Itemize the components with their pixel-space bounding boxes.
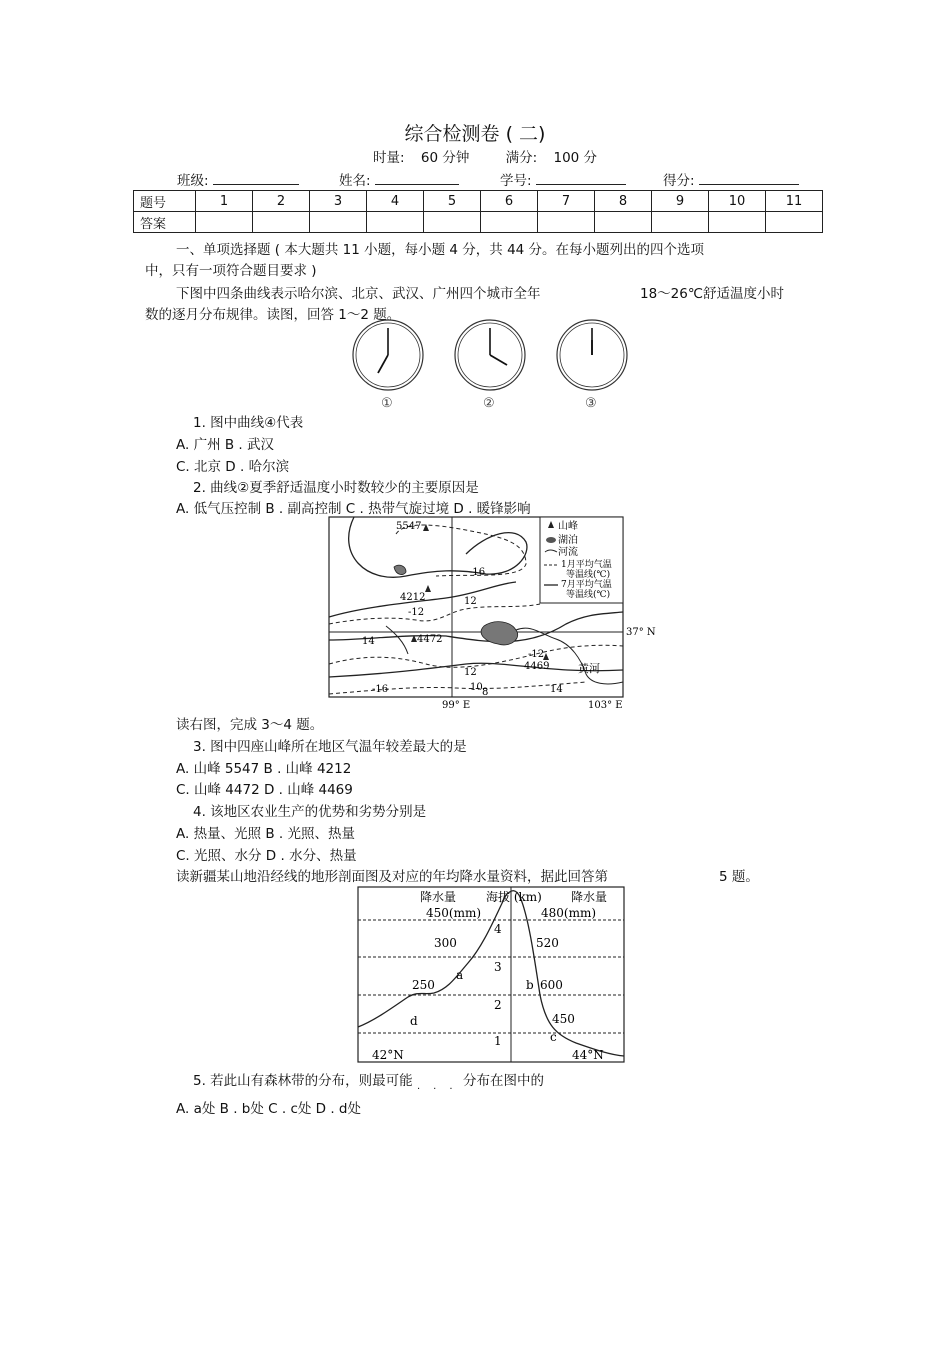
longitude-right: 103° E	[588, 700, 623, 710]
clock-1	[353, 320, 423, 411]
time-value: 60 分钟	[420, 150, 470, 166]
q4-options-line1: A. 热量、光照 B . 光照、热量	[176, 826, 356, 842]
intro1-line1b: 18～26℃舒适温度小时	[640, 286, 785, 302]
number-blank[interactable]	[536, 172, 626, 185]
right-top-value: 480(mm)	[541, 906, 597, 920]
peak-4469: 4469	[524, 661, 550, 672]
section-heading-line1: 一、单项选择题 ( 本大题共 11 小题，每小题 4 分，共 44 分。在每小题列出的四个选项	[176, 242, 705, 258]
clock-label-3: ③	[585, 396, 597, 411]
altitude-1: 1	[494, 1034, 502, 1048]
legend-jul: 7月平均气温	[561, 580, 612, 590]
point-a: a	[456, 968, 464, 982]
class-blank[interactable]	[213, 172, 299, 185]
answer-cell[interactable]	[310, 212, 367, 233]
intro1-line1a: 下图中四条曲线表示哈尔滨、北京、武汉、广州四个城市全年	[176, 286, 541, 302]
row-header-number: 题号	[134, 191, 196, 212]
isotherm-label: 14	[550, 684, 563, 695]
answer-cell[interactable]	[709, 212, 766, 233]
q2-stem: 2. 曲线②夏季舒适温度小时数较少的主要原因是	[193, 480, 479, 496]
isotherm-label: 12	[464, 667, 477, 678]
answer-cell[interactable]	[652, 212, 709, 233]
q3-options-line2: C. 山峰 4472 D . 山峰 4469	[176, 782, 353, 798]
table-row-numbers	[134, 191, 823, 212]
clocks-figure	[345, 318, 635, 413]
point-d: d	[410, 1014, 418, 1028]
q5-stem-a: 5. 若此山有森林带的分布，则最可能	[193, 1073, 413, 1089]
q4-stem: 4. 该地区农业生产的优势和劣势分别是	[193, 804, 427, 820]
question-number-cell: 9	[652, 191, 709, 212]
right-value: 520	[536, 936, 559, 950]
altitude-3: 3	[494, 960, 502, 974]
isotherm-label: -16	[469, 567, 486, 578]
header-right: 降水量	[571, 890, 608, 904]
question-number-cell: 10	[709, 191, 766, 212]
class-label: 班级:	[177, 173, 209, 189]
q1-options-line2: C. 北京 D . 哈尔滨	[176, 459, 290, 475]
q3-options-line1: A. 山峰 5547 B . 山峰 4212	[176, 761, 352, 777]
isotherm-label: 14	[362, 636, 375, 647]
answer-cell[interactable]	[367, 212, 424, 233]
latitude-label: 37° N	[626, 627, 656, 638]
isotherm-label: -12	[528, 649, 545, 660]
number-label: 学号:	[500, 173, 532, 189]
class-field[interactable]	[177, 169, 299, 189]
question-number-cell: 8	[595, 191, 652, 212]
q3-stem: 3. 图中四座山峰所在地区气温年较差最大的是	[193, 739, 467, 755]
intro3-text: 读新疆某山地沿经线的地形剖面图及对应的年均降水量资料，据此回答第	[176, 869, 608, 885]
right-value: 600	[540, 978, 563, 992]
answer-cell[interactable]	[766, 212, 823, 233]
clock-label-1: ①	[381, 396, 393, 411]
question-number-cell: 4	[367, 191, 424, 212]
answer-cell[interactable]	[481, 212, 538, 233]
emphasis-dots: · · ·	[417, 1084, 459, 1095]
header-mid: 海拔 (km)	[486, 890, 542, 904]
isotherm-label: -12	[408, 607, 425, 618]
q4-options-line2: C. 光照、水分 D . 水分、热量	[176, 848, 357, 864]
isotherm-map	[326, 514, 656, 710]
legend-jan: 1月平均气温	[561, 560, 612, 570]
intro2: 读右图，完成 3～4 题。	[176, 717, 324, 733]
left-top-value: 450(mm)	[426, 906, 482, 920]
altitude-4: 4	[494, 922, 502, 936]
terrain-profile	[356, 885, 626, 1067]
q5-options: A. a处 B . b处 C . c处 D . d处	[176, 1101, 361, 1117]
river-label: 黄河	[578, 662, 600, 675]
peak-5547: 5547	[396, 521, 422, 532]
isotherm-label: -16	[372, 684, 389, 695]
legend-peak: 山峰	[558, 521, 578, 532]
q1-stem: 1. 图中曲线④代表	[193, 415, 304, 431]
lake-legend-icon	[546, 537, 556, 543]
page-title: 综合检测卷 ( 二)	[404, 123, 546, 145]
question-number-cell: 6	[481, 191, 538, 212]
answer-cell[interactable]	[595, 212, 652, 233]
time-label: 时量:	[373, 150, 405, 166]
question-number-cell: 11	[766, 191, 823, 212]
left-value: 250	[412, 978, 435, 992]
score-label-field: 得分:	[663, 173, 695, 189]
answer-cell[interactable]	[196, 212, 253, 233]
name-field[interactable]	[339, 169, 459, 189]
section-heading-line2: 中，只有一项符合题目要求 )	[145, 263, 317, 279]
score-blank[interactable]	[699, 172, 799, 185]
legend-lake: 湖泊	[558, 535, 578, 546]
right-value: 450	[552, 1012, 575, 1026]
isotherm-label: 12	[464, 596, 477, 607]
score-field[interactable]	[663, 169, 799, 189]
score-label: 满分:	[505, 150, 538, 166]
isotherm-label: 10	[470, 682, 483, 693]
legend-river: 河流	[558, 547, 578, 558]
header-left: 降水量	[420, 890, 457, 904]
clock-3	[557, 320, 627, 411]
answer-cell[interactable]	[538, 212, 595, 233]
lat-left: 42°N	[372, 1048, 404, 1062]
question-number-cell: 3	[310, 191, 367, 212]
intro3-tail: 5 题。	[719, 869, 759, 885]
peak-4472: 4472	[417, 634, 443, 645]
clock-2	[455, 320, 525, 411]
lat-right: 44°N	[572, 1048, 604, 1062]
q1-options-line1: A. 广州 B . 武汉	[176, 437, 275, 453]
altitude-2: 2	[494, 998, 502, 1012]
isotherm-label: 8	[482, 687, 489, 698]
row-header-answer: 答案	[134, 212, 196, 233]
number-field[interactable]	[500, 169, 626, 189]
point-c: c	[550, 1030, 557, 1044]
point-b: b	[526, 978, 534, 992]
answer-cell[interactable]	[253, 212, 310, 233]
q5-stem-b: 分布在图中的	[463, 1073, 544, 1089]
answer-table	[133, 190, 823, 233]
clock-label-2: ②	[483, 396, 495, 411]
question-number-cell: 5	[424, 191, 481, 212]
legend-jan-unit: 等温线(℃)	[566, 570, 611, 580]
score-value: 100 分	[553, 150, 598, 166]
answer-cell[interactable]	[424, 212, 481, 233]
name-label: 姓名:	[339, 173, 371, 189]
left-value: 300	[434, 936, 457, 950]
peak-4212: 4212	[400, 592, 426, 603]
question-number-cell: 1	[196, 191, 253, 212]
question-number-cell: 2	[253, 191, 310, 212]
q2-options: A. 低气压控制 B . 副高控制 C . 热带气旋过境 D . 暖锋影响	[176, 501, 531, 517]
table-row-answers	[134, 212, 823, 233]
question-number-cell: 7	[538, 191, 595, 212]
longitude-left: 99° E	[442, 700, 471, 710]
legend-jul-unit: 等温线(℃)	[566, 590, 611, 600]
time-line	[373, 146, 597, 166]
intro1-line2: 数的逐月分布规律。读图，回答 1～2 题。	[145, 307, 401, 323]
name-blank[interactable]	[375, 172, 459, 185]
